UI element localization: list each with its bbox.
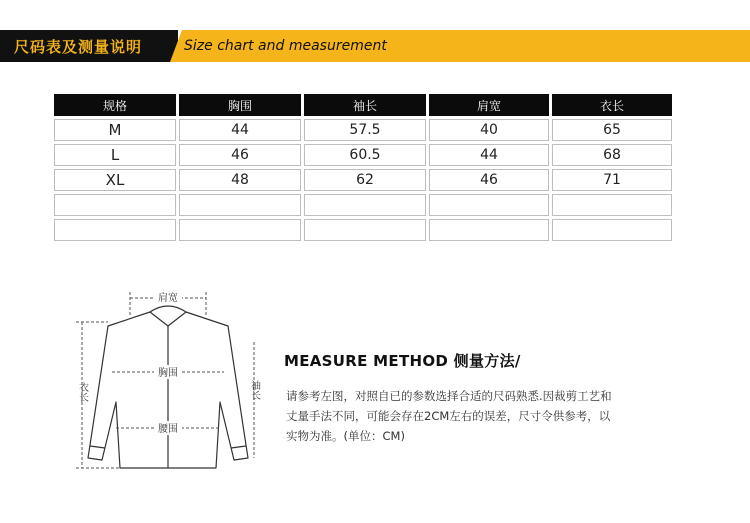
measure-method-line: 实物为准。(单位：CM) bbox=[286, 429, 405, 443]
table-cell bbox=[179, 194, 301, 216]
table-cell bbox=[304, 194, 426, 216]
table-cell: 46 bbox=[179, 144, 301, 166]
table-row bbox=[54, 194, 672, 216]
header-banner bbox=[0, 30, 750, 62]
jacket-outline-icon bbox=[88, 306, 248, 468]
table-cell bbox=[304, 219, 426, 241]
sleeve-label: 袖长 bbox=[248, 380, 260, 400]
table-cell: XL bbox=[54, 169, 176, 191]
measure-method-line: 丈量手法不同，可能会存在2CM左右的误差，尺寸令供参考，以 bbox=[286, 409, 611, 423]
table-cell: 71 bbox=[552, 169, 672, 191]
measure-method-text bbox=[286, 386, 666, 446]
shoulder-label: 肩宽 bbox=[158, 293, 178, 304]
table-cell: 68 bbox=[552, 144, 672, 166]
table-cell bbox=[552, 194, 672, 216]
table-cell: 57.5 bbox=[304, 119, 426, 141]
header-cell: 衣长 bbox=[552, 94, 672, 116]
table-cell: 44 bbox=[429, 144, 549, 166]
chest-label: 胸围 bbox=[158, 368, 178, 379]
table-cell bbox=[54, 219, 176, 241]
table-cell bbox=[429, 194, 549, 216]
measure-method-line: 请参考左图，对照自已的参数选择合适的尺码熟悉.因裁剪工艺和 bbox=[286, 389, 612, 403]
table-cell: 62 bbox=[304, 169, 426, 191]
length-label: 衣长 bbox=[76, 382, 88, 402]
banner-title-zh: 尺码表及测量说明 bbox=[14, 38, 143, 56]
table-row bbox=[54, 119, 672, 141]
measure-method-title: MEASURE METHOD 侧量方法/ bbox=[284, 352, 521, 370]
table-cell bbox=[429, 219, 549, 241]
header-cell: 规格 bbox=[54, 94, 176, 116]
table-cell bbox=[179, 219, 301, 241]
table-header-row bbox=[54, 94, 672, 116]
table-cell: 60.5 bbox=[304, 144, 426, 166]
size-chart-table bbox=[51, 91, 675, 244]
garment-measurement-diagram bbox=[68, 282, 278, 482]
table-cell: 40 bbox=[429, 119, 549, 141]
table-cell: 44 bbox=[179, 119, 301, 141]
table-cell: M bbox=[54, 119, 176, 141]
waist-label: 腰围 bbox=[158, 424, 178, 435]
measure-lines bbox=[76, 292, 254, 468]
table-cell: L bbox=[54, 144, 176, 166]
header-cell: 肩宽 bbox=[429, 94, 549, 116]
table-row bbox=[54, 219, 672, 241]
table-row bbox=[54, 169, 672, 191]
table-cell: 48 bbox=[179, 169, 301, 191]
header-cell: 胸围 bbox=[179, 94, 301, 116]
table-cell: 65 bbox=[552, 119, 672, 141]
banner-title-en: Size chart and measurement bbox=[184, 38, 387, 54]
table-cell: 46 bbox=[429, 169, 549, 191]
header-cell: 袖长 bbox=[304, 94, 426, 116]
table-cell bbox=[552, 219, 672, 241]
table-cell bbox=[54, 194, 176, 216]
table-row bbox=[54, 144, 672, 166]
